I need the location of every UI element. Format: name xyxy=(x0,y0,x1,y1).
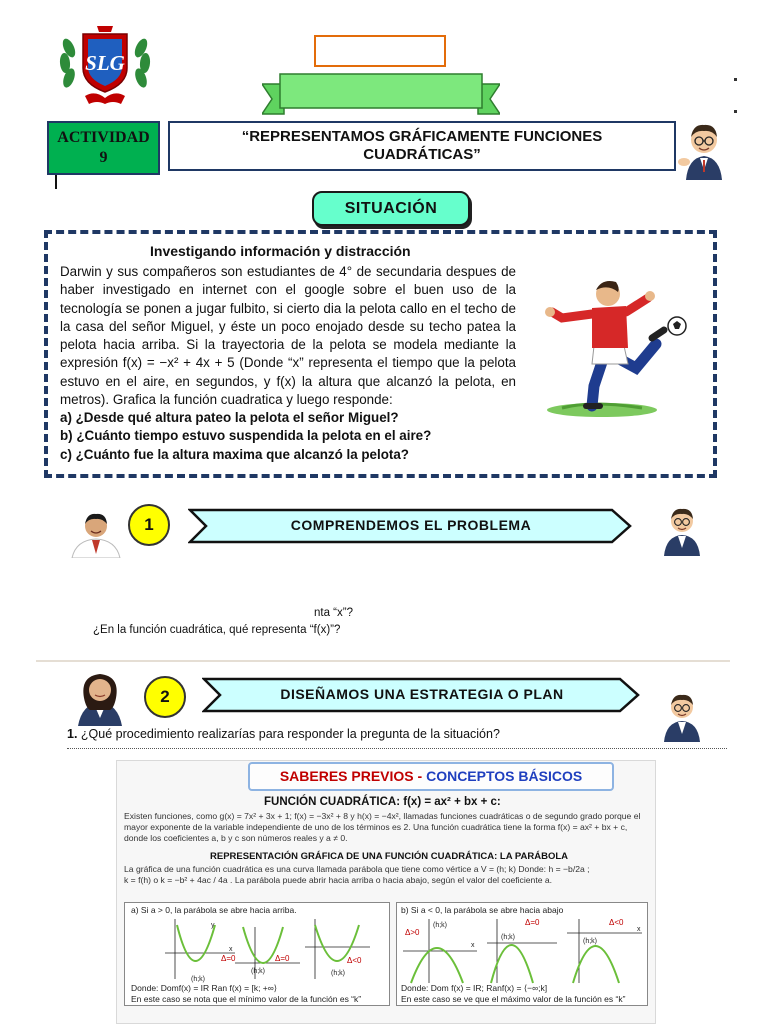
parabola-text-2: k = f(h) o k = −b² + 4ac / 4a . La parábola puede abrir hacia arriba o hacia abajo, según el valor del coeficiente a. xyxy=(124,875,553,885)
case-b-caption: b) Si a < 0, la parábola se abre hacia abajo xyxy=(401,905,564,915)
saberes-title xyxy=(248,762,614,791)
page-title xyxy=(168,121,676,171)
situation-heading: Investigando información y distracción xyxy=(150,243,411,259)
graph-box-b xyxy=(396,902,648,1006)
case-a-footer xyxy=(131,983,361,1004)
x-axis-label: x xyxy=(471,942,475,949)
margin-dot xyxy=(734,110,737,113)
delta-pos-label: Δ>0 xyxy=(405,928,420,937)
section-separator xyxy=(36,660,730,662)
graph-box-a xyxy=(124,902,390,1006)
delta-zero-label: Δ=0 xyxy=(221,954,236,963)
x-axis-label: x xyxy=(637,926,641,933)
question-a: a) ¿Desde qué altura pateo la pelota el señor Miguel? xyxy=(60,410,399,425)
school-logo xyxy=(55,18,155,108)
situation-questions xyxy=(60,409,516,464)
step-2-question xyxy=(67,727,500,741)
step-2-title: DISEÑAMOS UNA ESTRATEGIA O PLAN xyxy=(280,686,564,702)
activity-label: ACTIVIDAD xyxy=(57,129,150,146)
vertex-label: (h;k) xyxy=(251,968,265,975)
soccer-player-illustration xyxy=(532,268,710,420)
vertex-label: (h;k) xyxy=(433,922,447,929)
answer-line[interactable] xyxy=(67,748,727,749)
divider xyxy=(55,175,57,189)
header-ribbon xyxy=(262,70,500,116)
saberes-title-blue: CONCEPTOS BÁSICOS xyxy=(426,768,583,784)
student-girl-avatar xyxy=(70,668,130,726)
teacher-avatar xyxy=(660,690,704,742)
name-box xyxy=(314,35,446,67)
step-1-question-fragment: nta “x”? xyxy=(314,607,353,619)
teacher-avatar xyxy=(678,118,730,180)
activity-badge xyxy=(47,121,160,175)
y-axis-label: y xyxy=(211,922,215,929)
step-2-number: 2 xyxy=(144,676,186,718)
teacher-avatar xyxy=(660,504,704,556)
case-a-domain-range: Donde: Domf(x) = IR Ran f(x) = [k; +∞⟩ xyxy=(131,983,278,993)
margin-dot xyxy=(734,78,737,81)
step-1-number: 1 xyxy=(128,504,170,546)
activity-number: 9 xyxy=(99,149,108,166)
vertex-label: (h;k) xyxy=(331,970,345,977)
case-a-note: En este caso se nota que el mínimo valor de la función es “k” xyxy=(131,994,362,1004)
title-line-1: “REPRESENTAMOS GRÁFICAMENTE FUNCIONES xyxy=(241,128,603,145)
vertex-label: (h;k) xyxy=(583,938,597,945)
title-line-2: CUADRÁTICAS” xyxy=(363,146,481,163)
delta-neg-label: Δ<0 xyxy=(609,918,624,927)
question-text: ¿Qué procedimiento realizarías para responder la pregunta de la situación? xyxy=(80,727,500,741)
vertex-label: (h;k) xyxy=(501,934,515,941)
logo-letters: SLG xyxy=(85,51,125,75)
function-text: Existen funciones, como g(x) = 7x² + 3x + 1; f(x) = −3x² + 8 y h(x) = −4x², llamadas funciones cuadráticas o de segundo grado porque el mayor exponente de la variable independiente de uno de los términos es 2. Una función cuadrática tiene la forma f(x) = ax² + bx + c, donde los coeficientes a, b y c son números reales y a ≠ 0. xyxy=(124,811,641,843)
vertex-label: (h;k) xyxy=(191,976,205,983)
delta-zero-label: Δ=0 xyxy=(275,954,290,963)
parabola-title: REPRESENTACIÓN GRÁFICA DE UNA FUNCIÓN CUADRÁTICA: LA PARÁBOLA xyxy=(210,851,568,862)
question-b: b) ¿Cuánto tiempo estuvo suspendida la pelota en el aire? xyxy=(60,428,432,444)
step-1-banner xyxy=(188,508,634,544)
question-c: c) ¿Cuánto fue la altura maxima que alcanzó la pelota? xyxy=(60,446,409,462)
x-axis-label: x xyxy=(229,946,233,953)
situation-badge: SITUACIÓN xyxy=(312,191,470,226)
delta-zero-label: Δ=0 xyxy=(525,918,540,927)
step-1-question-fx: ¿En la función cuadrática, qué representa “f(x)”? xyxy=(93,624,341,636)
function-title: FUNCIÓN CUADRÁTICA: f(x) = ax² + bx + c: xyxy=(264,796,501,808)
student-avatar xyxy=(70,510,122,558)
case-b-note: En este caso se ve que el máximo valor de la función es “k” xyxy=(401,994,626,1004)
step-2-banner xyxy=(202,677,642,713)
parabola-text-1: La gráfica de una función cuadrática es una curva llamada parábola que tiene como vértice a V = (h; k) Donde: h = −b/2a ; xyxy=(124,864,590,874)
parabola-text xyxy=(124,864,644,886)
saberes-title-red: SABERES PREVIOS - xyxy=(279,768,423,784)
delta-neg-label: Δ<0 xyxy=(347,956,362,965)
case-b-footer xyxy=(401,983,625,1004)
case-a-caption: a) Si a > 0, la parábola se abre hacia arriba. xyxy=(131,905,297,915)
question-number: 1. xyxy=(67,727,78,741)
situation-text: Darwin y sus compañeros son estudiantes de 4° de secundaria despues de haber investigado en internet con el google sobre el buen uso de la tecnología se ponen a jugar fulbito, si cierto dia la pelota callo en el techo de la casa del señor Miguel, y éste un poco enojado desde su techo patea la pelota hacia arriba. Si la trayectoria de la pelota se modela mediante la expresión f(x) = −x² + 4x + 5 (Donde “x” representa el tiempo que la pelota estuvo en el aire, en segundos, y f(x) la altura que alcanzó la pelota, en metros). Grafica la función cuadratica y luego responde: xyxy=(60,264,516,408)
step-1-title: COMPRENDEMOS EL PROBLEMA xyxy=(290,517,532,533)
case-b-domain-range: Donde: Dom f(x) = IR; Ranf(x) = ⟨−∞;k] xyxy=(401,983,548,993)
